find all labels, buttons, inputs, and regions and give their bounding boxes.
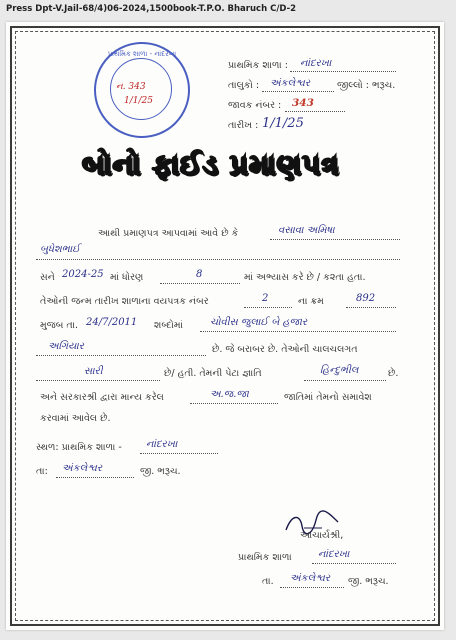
serial-number: 892: [356, 293, 376, 304]
category-line: [190, 393, 278, 404]
std-label: માં ધોરણ: [110, 272, 144, 283]
date-label: તારીખ :: [228, 120, 259, 131]
signature-taluka-value: અંકલેશ્વર: [290, 573, 331, 584]
stamp-number: ન. 343: [116, 82, 146, 92]
district-label: જીલ્લો : ભરૂચ.: [337, 80, 396, 91]
outward-line: [285, 101, 345, 112]
academic-year: 2024-25: [62, 269, 104, 280]
press-note: Press Dpt-V.Jail-68/4)06-2024,1500book-T.P.O. Bharuch C/D-2: [6, 4, 297, 14]
signature-taluka-label: તા.: [262, 576, 274, 587]
conduct-line: [36, 370, 160, 381]
school-label: પ્રાથમિક શાળા :: [228, 60, 288, 71]
footer-district: જી. ભરૂચ.: [140, 466, 181, 477]
signature-school-line: [312, 553, 396, 564]
date-of-birth: 24/7/2011: [86, 317, 138, 328]
school-stamp: [94, 42, 190, 138]
date-value: 1/1/25: [262, 116, 304, 131]
dob-words-line-2: [36, 345, 206, 356]
school-line: [290, 61, 396, 72]
stamp-rim-text: પ્રાથમિક શાળા - નાંદરખા: [107, 50, 177, 58]
conduct-value: સારી: [84, 366, 103, 377]
signature-taluka-line: [280, 577, 344, 588]
certificate-title: બોનો ફાઈડ પ્રમાણપત્ર: [82, 148, 340, 181]
register-number: 2: [262, 293, 269, 304]
govt-text: અને સરકારશ્રી દ્વારા માન્ય કરેલ: [40, 392, 164, 403]
print-header: [0, 0, 456, 20]
taluka-value: અંકલેશ્વર: [270, 78, 311, 89]
footer-taluka-line: [56, 467, 134, 478]
register-line: [244, 297, 292, 308]
studying-text: માં અભ્યાસ કરે છે / ક૨તા હતા.: [244, 272, 366, 283]
std-value: 8: [196, 269, 203, 280]
year-label: સને: [40, 272, 55, 283]
place-label: સ્થળ: પ્રાથમિક શાળા -: [36, 442, 122, 453]
std-line: [160, 273, 240, 284]
stamp-date: 1/1/25: [124, 96, 153, 106]
body-intro: આથી પ્રમાણપત્ર આપવામાં આવે છે કે: [98, 228, 239, 239]
serial-label: ના ક્રમ: [298, 296, 324, 307]
dob-in-words: ચોવીસ જુલાઈ બે હજાર: [210, 317, 308, 328]
category-value: અ.જ.જા: [210, 389, 249, 400]
outward-label: જાવક નંબર :: [228, 100, 282, 111]
place-value: નાંદરખા: [146, 439, 178, 450]
taluka-line: [262, 81, 334, 92]
subcaste-line: [304, 370, 386, 381]
serial-line: [346, 297, 396, 308]
name-line-1: [270, 229, 400, 240]
principal-label: આચાર્યશ્રી,: [300, 530, 344, 541]
dob-prefix: મુજબ તા.: [40, 320, 78, 331]
dob-in-words-cont: અગિયાર: [48, 341, 84, 352]
subcaste-text: છે/ હતી. તેમની પેટા જ્ઞાતિ: [164, 368, 262, 379]
closing-text: કરવામાં આવેલ છે.: [40, 413, 111, 424]
footer-taluka-label: તા:: [36, 466, 48, 477]
in-words-label: શબ્દોમાં: [154, 320, 183, 331]
dob-words-line: [200, 321, 396, 332]
signature-school-value: નાંદરખા: [318, 549, 350, 560]
student-name-cont: બુધેશભાઈ: [40, 244, 80, 255]
title-box: [82, 148, 350, 190]
signature-district: જી. ભરૂચ.: [348, 576, 389, 587]
outward-value: 343: [292, 97, 314, 109]
footer-taluka-value: અંકલેશ્વર: [62, 463, 103, 474]
student-name: વસાવા અમિષા: [278, 225, 335, 236]
included-text: જાતિમાં તેમનો સમાવેશ: [284, 392, 372, 403]
school-value: નાંદરખા: [300, 58, 332, 69]
verified-text: છે. જે બરાબર છે. તેઓની ચાલચલગત: [212, 344, 358, 355]
signature-school-label: પ્રાથમિક શાળા: [238, 552, 292, 563]
taluka-label: તાલુકો :: [228, 80, 260, 91]
place-line: [140, 443, 218, 454]
subcaste-end: છે.: [388, 368, 399, 379]
name-line-2: [36, 249, 400, 260]
subcaste-value: હિન્દુભીલ: [320, 365, 359, 376]
dob-register-text: તેઓની જન્મ તારીખ શાળાના વયપત્રક નંબર: [40, 296, 209, 307]
